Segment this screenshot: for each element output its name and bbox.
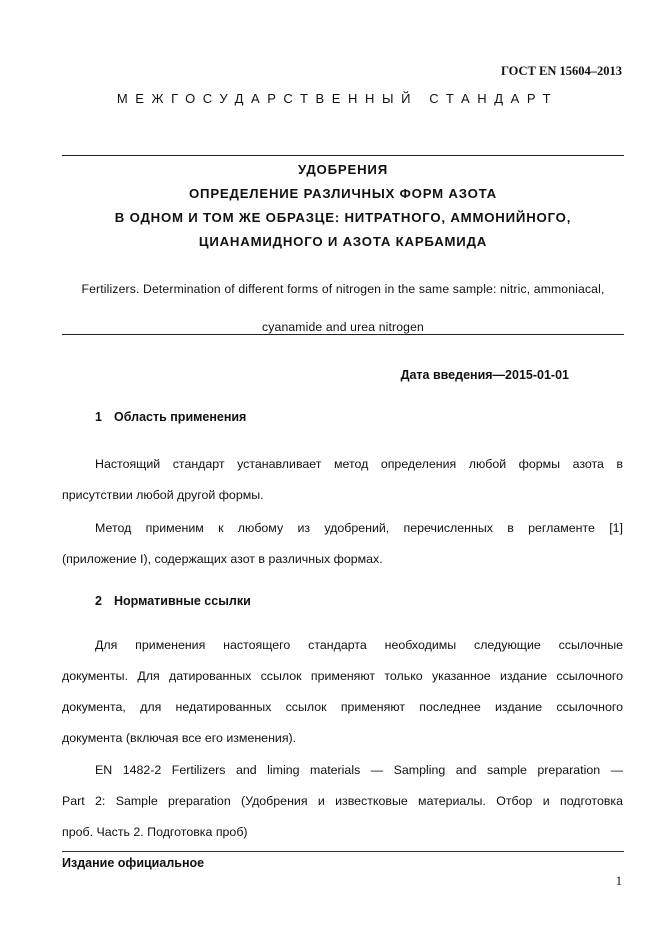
paragraph-line: EN 1482-2 Fertilizers and liming materials — Sampling and sample preparation — [95,763,623,777]
english-title-line: cyanamide and urea nitrogen [262,320,424,334]
page-number: 1 [615,874,622,888]
title-line: ОПРЕДЕЛЕНИЕ РАЗЛИЧНЫХ ФОРМ АЗОТА [188,186,497,201]
section-number: 1 [95,410,102,424]
paragraph-line: документа (включая все его изменения). [62,731,297,745]
paragraph-line: Настоящий стандарт устанавливает метод определения любой формы азота в [95,457,623,471]
document-title [62,158,624,254]
edition-label: Издание официальное [62,856,205,870]
section-title: Нормативные ссылки [114,594,251,608]
paragraph-line: присутствии любой другой формы. [62,488,264,502]
paragraph-line: документа, для недатированных ссылок применяют последнее издание ссылочного [62,700,623,714]
standard-id: ГОСТ EN 15604–2013 [501,64,622,78]
paragraph [62,449,623,511]
paragraph-line: Метод применим к любому из удобрений, перечисленных в регламенте [1] [95,521,623,535]
title-line: ЦИАНАМИДНОГО И АЗОТА КАРБАМИДА [198,234,488,249]
paragraph [62,513,623,575]
title-top-rule [62,155,624,156]
reference-entry [62,755,623,848]
paragraph-line: Part 2: Sample preparation (Удобрения и известковые материалы. Отбор и подготовка [62,794,623,808]
introduction-date: Дата введения—2015-01-01 [400,368,569,382]
paragraph [62,630,623,754]
footer-rule [62,851,624,852]
title-line: УДОБРЕНИЯ [298,162,388,177]
standard-type-heading: МЕЖГОСУДАРСТВЕННЫЙ СТАНДАРТ [116,91,559,106]
paragraph-line: документы. Для датированных ссылок применяют только указанное издание ссылочного [62,669,623,683]
section-heading-normative-references [95,594,251,608]
paragraph-line: (приложение I), содержащих азот в различных формах. [62,552,383,566]
section-heading-scope [95,410,246,424]
paragraph-line: Для применения настоящего стандарта необходимы следующие ссылочные [95,638,623,652]
section-title: Область применения [114,410,247,424]
english-title-line: Fertilizers. Determination of different forms of nitrogen in the same sample: nitric, ammoniacal, [81,282,605,296]
title-line: В ОДНОМ И ТОМ ЖЕ ОБРАЗЦЕ: НИТРАТНОГО, АММОНИЙНОГО, [114,210,572,225]
section-number: 2 [95,594,102,608]
title-bottom-rule [62,334,624,335]
paragraph-line: проб. Часть 2. Подготовка проб) [62,825,248,839]
